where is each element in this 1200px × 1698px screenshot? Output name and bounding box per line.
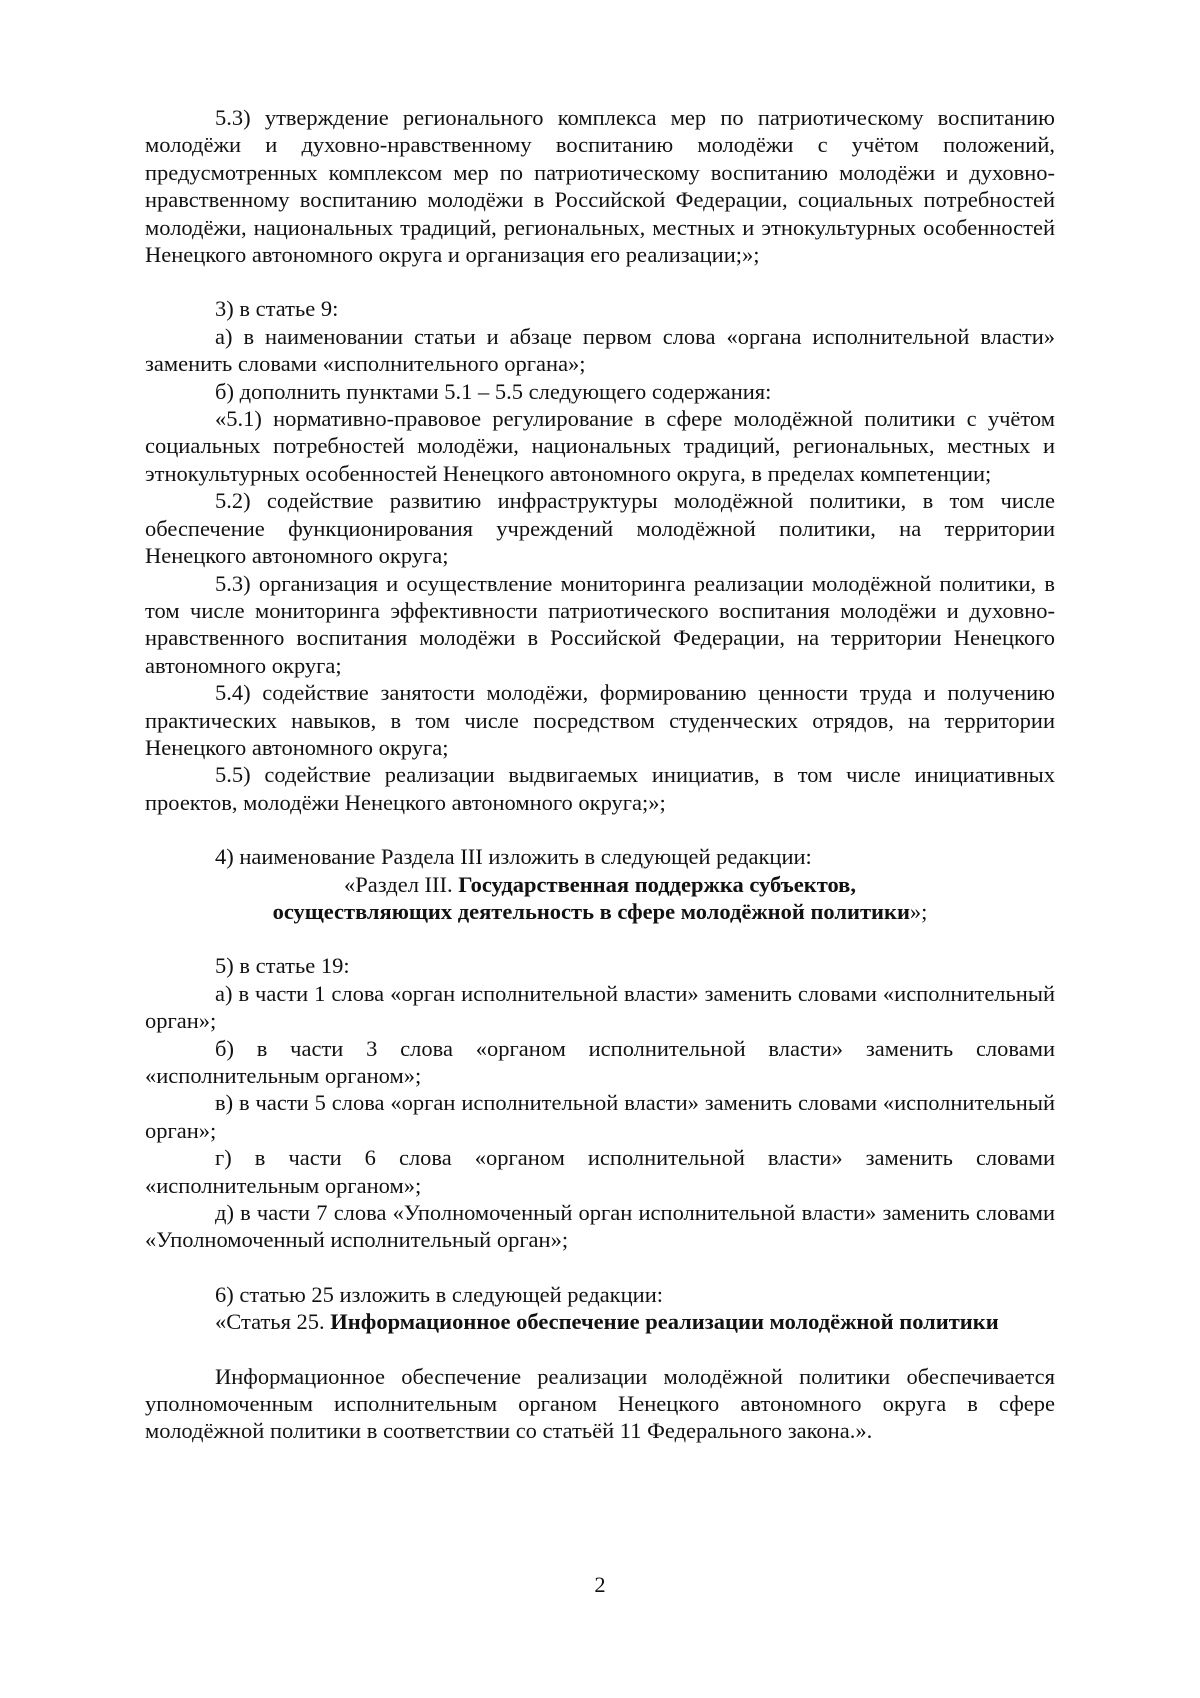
paragraph-5-3-regional-complex: 5.3) утверждение регионального комплекса мер по патриотическому воспитанию молодёжи и духовно-нравственному воспитанию молодёжи с учётом положений, предусмотренных комплексом мер по патриотическому воспитанию молодёжи и духовно-нравственному воспитанию молодёжи в Российской Федерации, социальных потребностей молодёжи, национальных традиций, региональных, местных и этнокультурных особенностей Ненецкого автономного округа и организация его реализации;»; [145,105,1055,268]
paragraph-section-3: 4) наименование Раздела III изложить в следующей редакции: [215,844,812,870]
section-heading-prefix: «Раздел III. [344,871,459,897]
paragraph-gap [145,1254,1055,1281]
paragraph-gap [145,1336,1055,1363]
paragraph-point-5-1: «5.1) нормативно-правовое регулирование в сфере молодёжной политики с учётом социальных потребностей молодёжи, национальных традиций, региональных, местных и этнокультурных особенностей Ненецкого автономного округа, в пределах компетенции; [145,406,1055,486]
paragraph-article-9-a: а) в наименовании статьи и абзаце первом слова «органа исполнительной власти» заменить словами «исполнительного органа»; [145,323,1055,377]
page-number: 2 [594,1572,606,1597]
paragraph-article-19-v: в) в части 5 слова «орган исполнительной власти» заменить словами «исполнительный орган»; [145,1090,1055,1143]
paragraph-point-5-5: 5.5) содействие реализации выдвигаемых инициатив, в том числе инициативных проектов, молодёжи Ненецкого автономного округа;»; [145,762,1055,815]
paragraph-article-9-b: б) дополнить пунктами 5.1 – 5.5 следующего содержания: [215,378,772,404]
article-25-heading [145,1308,1055,1335]
paragraph-gap [145,816,1055,843]
paragraph-article-25: 6) статью 25 изложить в следующей редакции: [215,1281,663,1307]
paragraph-article-19-b: б) в части 3 слова «органом исполнительной власти» заменить словами «исполнительным органом»; [145,1035,1055,1088]
paragraph-article-25-body: Информационное обеспечение реализации молодёжной политики обеспечивается уполномоченным исполнительным органом Ненецкого автономного округа в сфере молодёжной политики в соответствии со статьёй 11 Федерального закона.». [145,1363,1055,1444]
paragraph-article-19-g: г) в части 6 слова «органом исполнительной власти» заменить словами «исполнительным органом»; [145,1145,1055,1198]
paragraph-article-9: 3) в статье 9: [215,296,339,322]
paragraph-article-19: 5) в статье 19: [215,953,350,979]
paragraph-article-19-a: а) в части 1 слова «орган исполнительной власти» заменить словами «исполнительный орган»; [145,980,1055,1034]
section-heading-bold-line2: осуществляющих деятельность в сфере молодёжной политики [272,898,910,924]
document-page [145,104,1055,1445]
paragraph-gap [145,268,1055,295]
section-heading-bold-line1: Государственная поддержка субъектов, [458,871,856,897]
paragraph-point-5-3: 5.3) организация и осуществление мониторинга реализации молодёжной политики, в том числе мониторинга эффективности патриотического воспитания молодёжи и духовно-нравственного воспитания молодёжи в Российской Федерации, на территории Ненецкого автономного округа; [145,570,1055,678]
section-heading [145,871,1055,926]
paragraph-point-5-4: 5.4) содействие занятости молодёжи, формированию ценности труда и получению практических навыков, в том числе посредством студенческих отрядов, на территории Ненецкого автономного округа; [145,680,1055,760]
paragraph-point-5-2: 5.2) содействие развитию инфраструктуры молодёжной политики, в том числе обеспечение функционирования учреждений молодёжной политики, на территории Ненецкого автономного округа; [145,488,1055,569]
article-heading-prefix: «Статья 25. [215,1309,331,1335]
paragraph-article-19-d: д) в части 7 слова «Уполномоченный орган исполнительной власти» заменить словами «Уполномоченный исполнительный орган»; [145,1200,1055,1253]
article-heading-title: Информационное обеспечение реализации молодёжной политики [330,1309,999,1335]
section-heading-suffix: »; [909,898,928,924]
paragraph-gap [145,925,1055,952]
